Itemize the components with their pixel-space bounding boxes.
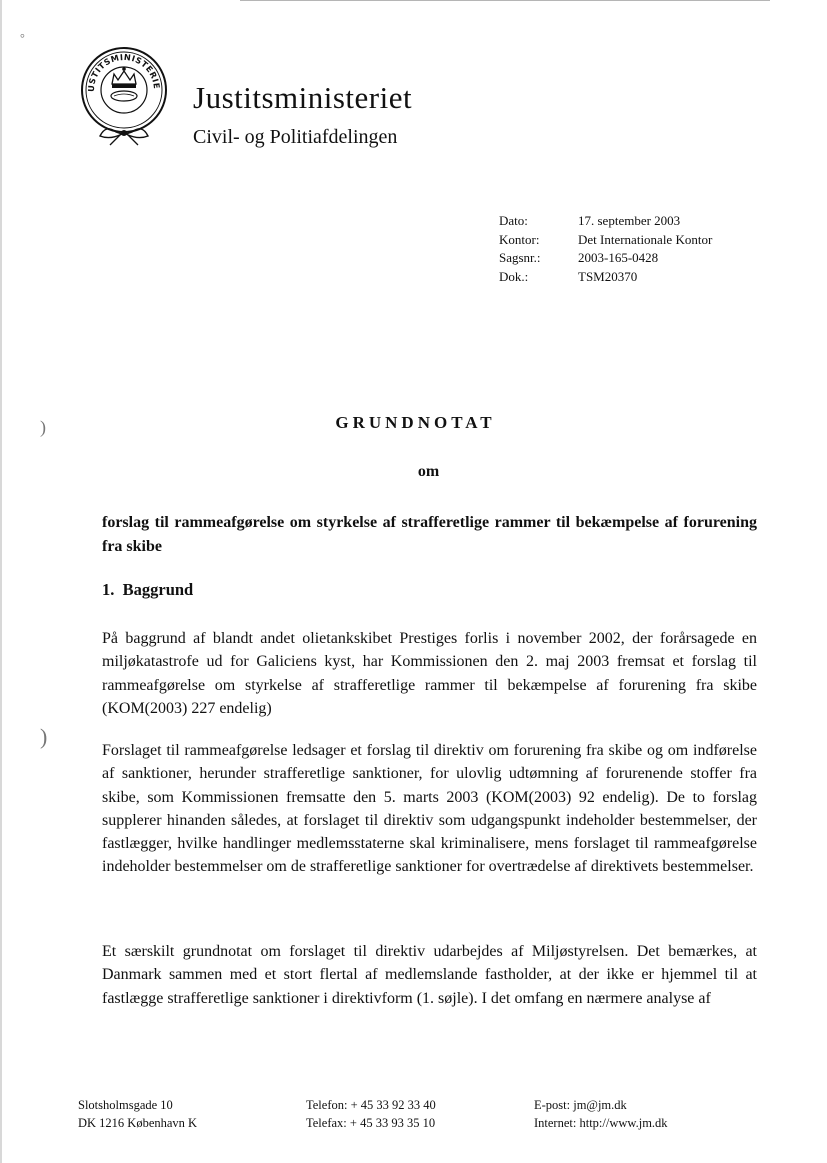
metadata-value: Det Internationale Kontor (578, 231, 713, 247)
footer-street: Slotsholmsgade 10 (78, 1098, 173, 1112)
footer-fax: Telefax: + 45 33 93 35 10 (306, 1116, 436, 1130)
body-paragraph: På baggrund af blandt andet olietankskibet Prestiges forlis i november 2002, der forårsagede en miljøkatastrofe ud for Galiciens kyst, har Kommissionen den 2. maj 2003 fremsat et forslag til rammeafgørelse om styrkelse af strafferetlige rammer til bekæmpelse af forurening fra skibe (KOM(2003) 227 endelig) (102, 630, 757, 717)
footer-phones (306, 1096, 436, 1132)
section-heading-background: 1. Baggrund (102, 580, 194, 599)
metadata-label: Dato: (499, 213, 528, 228)
metadata-label: Kontor: (499, 231, 540, 247)
metadata-row-doc (499, 268, 712, 287)
document-title: GRUNDNOTAT (335, 413, 496, 432)
department-name: Civil- og Politiafdelingen (193, 126, 398, 148)
ministry-name: Justitsministeriet (193, 80, 413, 115)
body-paragraph: Forslaget til rammeafgørelse ledsager et forslag til direktiv om forurening fra skibe og om indførelse af sanktioner, herunder strafferetlige sanktioner, for ulovlig udtømning af forurenende stoffer fra skibe, som Kommissionen fremsatte den 5. marts 2003 (KOM(2003) 92 endelig). De to forslag supplerer hinanden således, at forslaget til direktiv som udgangspunkt indeholder bestemmelser, der fastlægger, hvilke handlinger medlemsstaterne skal kriminalisere, mens forslaget til rammeafgørelse indeholder bestemmelser om de strafferetlige sanktioner for overtrædelse af direktivets bestemmelser. (102, 742, 757, 876)
footer-phone: Telefon: + 45 33 92 33 40 (306, 1098, 436, 1112)
scan-speck: ° (20, 31, 25, 45)
footer-email: E-post: jm@jm.dk (534, 1098, 627, 1112)
metadata-value: 17. september 2003 (578, 213, 681, 228)
document-connector: om (417, 463, 440, 480)
svg-text:JUSTITSMINISTERIET: USTITSMINISTERIE (85, 51, 163, 93)
footer-address (78, 1096, 197, 1132)
metadata-row-case-number (499, 249, 712, 268)
document-metadata (499, 212, 712, 286)
footer-online (534, 1096, 668, 1132)
scan-speck: ) (40, 724, 48, 749)
footer-web: Internet: http://www.jm.dk (534, 1116, 668, 1130)
metadata-value: 2003-165-0428 (578, 250, 659, 265)
metadata-row-office (499, 231, 712, 250)
scan-left-edge (0, 0, 2, 1163)
scan-speck: ) (40, 417, 46, 437)
body-paragraph: Et særskilt grundnotat om forslaget til direktiv udarbejdes af Miljøstyrelsen. Det bemærkes, at Danmark sammen med et stort flertal af medlemslande fastholder, at der ikke er hjemmel til at fastlægge strafferetlige sanktioner i direktivform (1. søjle). I det omfang en nærmere analyse af (102, 943, 757, 1007)
metadata-value: TSM20370 (578, 268, 638, 284)
ministry-seal (76, 44, 172, 148)
metadata-label: Sagsnr.: (499, 250, 541, 265)
document-subject: forslag til rammeafgørelse om styrkelse af strafferetlige rammer til bekæmpelse af forurening fra skibe (102, 514, 757, 555)
scan-top-rule (240, 0, 770, 1)
metadata-row-date (499, 212, 712, 231)
footer-city: DK 1216 København K (78, 1116, 198, 1130)
metadata-label: Dok.: (499, 268, 529, 284)
